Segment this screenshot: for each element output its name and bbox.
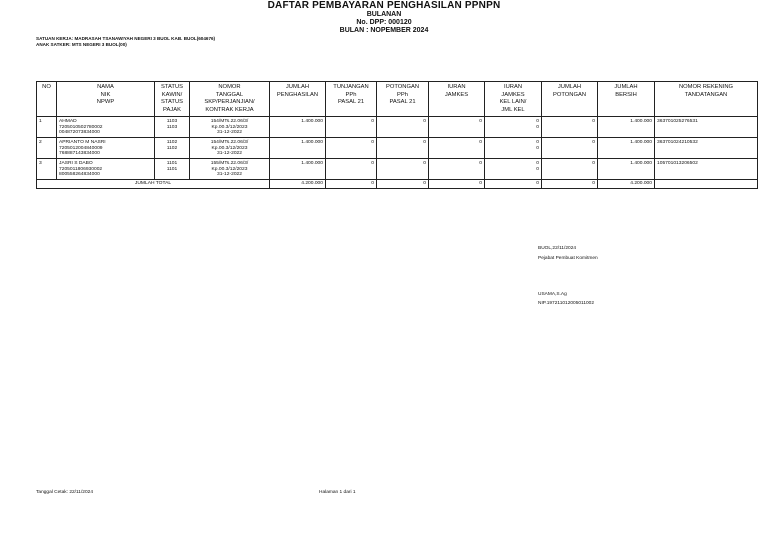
total-tunjangan: 0 <box>326 180 377 189</box>
cell-total-potongan: 0 <box>542 117 598 138</box>
total-jamkes: 0 <box>429 180 485 189</box>
col-header-contract: NOMOR TANGGAL SKP/PERJANJIAN/ KONTRAK KERJA <box>190 82 270 117</box>
cell-contract: 154/MTs.22.06/3/ Kp.00.3/12/2023 31-12-2022 <box>190 138 270 159</box>
document-title: DAFTAR PEMBAYARAN PENGHASILAN PPNPN <box>267 0 501 11</box>
cell-potongan-pph: 0 <box>377 117 429 138</box>
cell-contract: 155/MTs.22.06/3/ Kp.00.3/12/2023 31-12-2022 <box>190 159 270 180</box>
print-date: Tanggal Cetak: 22/11/2024 <box>36 490 93 495</box>
cell-jamkes-kel: 0 0 <box>485 117 542 138</box>
cell-status: 1102 1102 <box>155 138 190 159</box>
table-row <box>37 138 758 159</box>
cell-jamkes: 0 <box>429 117 485 138</box>
cell-name: AHMAD 7205010502780002 004872073834000 <box>57 117 155 138</box>
cell-jamkes-kel: 0 0 <box>485 138 542 159</box>
signature-place-date: BUOL,22/11/2024 <box>538 246 577 251</box>
dpp-number: No. DPP: 000120 <box>356 19 412 26</box>
cell-net: 1.400.000 <box>598 159 655 180</box>
total-label: JUMLAH TOTAL <box>37 180 270 189</box>
total-income: 4.200.000 <box>270 180 326 189</box>
page-number: Halaman 1 dari 1 <box>319 490 356 495</box>
cell-jamkes: 0 <box>429 159 485 180</box>
total-jamkes-kel: 0 <box>485 180 542 189</box>
period-month: BULAN : NOPEMBER 2024 <box>339 27 429 34</box>
col-header-account: NOMOR REKENING TANDATANGAN <box>655 82 758 117</box>
total-row <box>37 180 758 189</box>
cell-name: APRIANTO M NASRI 7205012004840009 768887143834000 <box>57 138 155 159</box>
cell-tunjangan: 0 <box>326 159 377 180</box>
table-header-row <box>37 82 758 117</box>
cell-jamkes: 0 <box>429 138 485 159</box>
col-header-income: JUMLAH PENGHASILAN <box>270 82 326 117</box>
cell-potongan-pph: 0 <box>377 159 429 180</box>
col-header-net: JUMLAH BERSIH <box>598 82 655 117</box>
cell-status: 1103 1103 <box>155 117 190 138</box>
cell-no: 3 <box>37 159 57 180</box>
cell-no: 1 <box>37 117 57 138</box>
cell-account: 363701024210532 <box>655 138 758 159</box>
table-row <box>37 159 758 180</box>
cell-contract: 154/MTs.22.06/3/ Kp.00.3/12/2023 31-12-2022 <box>190 117 270 138</box>
cell-name: JASRI S DABO 7205011806930002 800558264834000 <box>57 159 155 180</box>
cell-total-potongan: 0 <box>542 138 598 159</box>
total-potongan-pph: 0 <box>377 180 429 189</box>
cell-net: 1.400.000 <box>598 117 655 138</box>
cell-income: 1.400.000 <box>270 138 326 159</box>
sub-work-unit: ANAK SATKER: MTS NEGERI 3 BUOL(00) <box>36 42 127 47</box>
col-header-jamkes: IURAN JAMKES <box>429 82 485 117</box>
cell-total-potongan: 0 <box>542 159 598 180</box>
cell-potongan-pph: 0 <box>377 138 429 159</box>
col-header-name: NAMA NIK NPWP <box>57 82 155 117</box>
cell-tunjangan: 0 <box>326 117 377 138</box>
cell-no: 2 <box>37 138 57 159</box>
cell-net: 1.400.000 <box>598 138 655 159</box>
cell-account: 105701013206502 <box>655 159 758 180</box>
cell-jamkes-kel: 0 0 <box>485 159 542 180</box>
signature-nip: NIP.197211012005011002 <box>538 301 595 306</box>
cell-tunjangan: 0 <box>326 138 377 159</box>
col-header-total-potongan: JUMLAH POTONGAN <box>542 82 598 117</box>
col-header-jamkes-kel: IURAN JAMKES KEL LAIN/ JML KEL <box>485 82 542 117</box>
document-subtitle: BULANAN <box>366 11 402 18</box>
total-account-empty <box>655 180 758 189</box>
work-unit: SATUAN KERJA: MADRASAH TSANAWIYAH NEGERI 3 BUOL KAB. BUOL(604676) <box>36 36 216 41</box>
col-header-potongan-pph: POTONGAN PPh PASAL 21 <box>377 82 429 117</box>
col-header-no: NO <box>37 82 57 117</box>
cell-account: 363701025276531 <box>655 117 758 138</box>
signature-role: Pejabat Pembuat Komitmen <box>538 256 598 261</box>
total-total-potongan: 0 <box>542 180 598 189</box>
col-header-tunjangan: TUNJANGAN PPh PASAL 21 <box>326 82 377 117</box>
table-row <box>37 117 758 138</box>
col-header-status: STATUS KAWIN/ STATUS PAJAK <box>155 82 190 117</box>
cell-income: 1.400.000 <box>270 159 326 180</box>
signature-name: USAMA,S.Ag <box>538 292 567 297</box>
cell-income: 1.400.000 <box>270 117 326 138</box>
total-net: 4.200.000 <box>598 180 655 189</box>
payment-table <box>36 81 758 189</box>
cell-status: 1101 1101 <box>155 159 190 180</box>
